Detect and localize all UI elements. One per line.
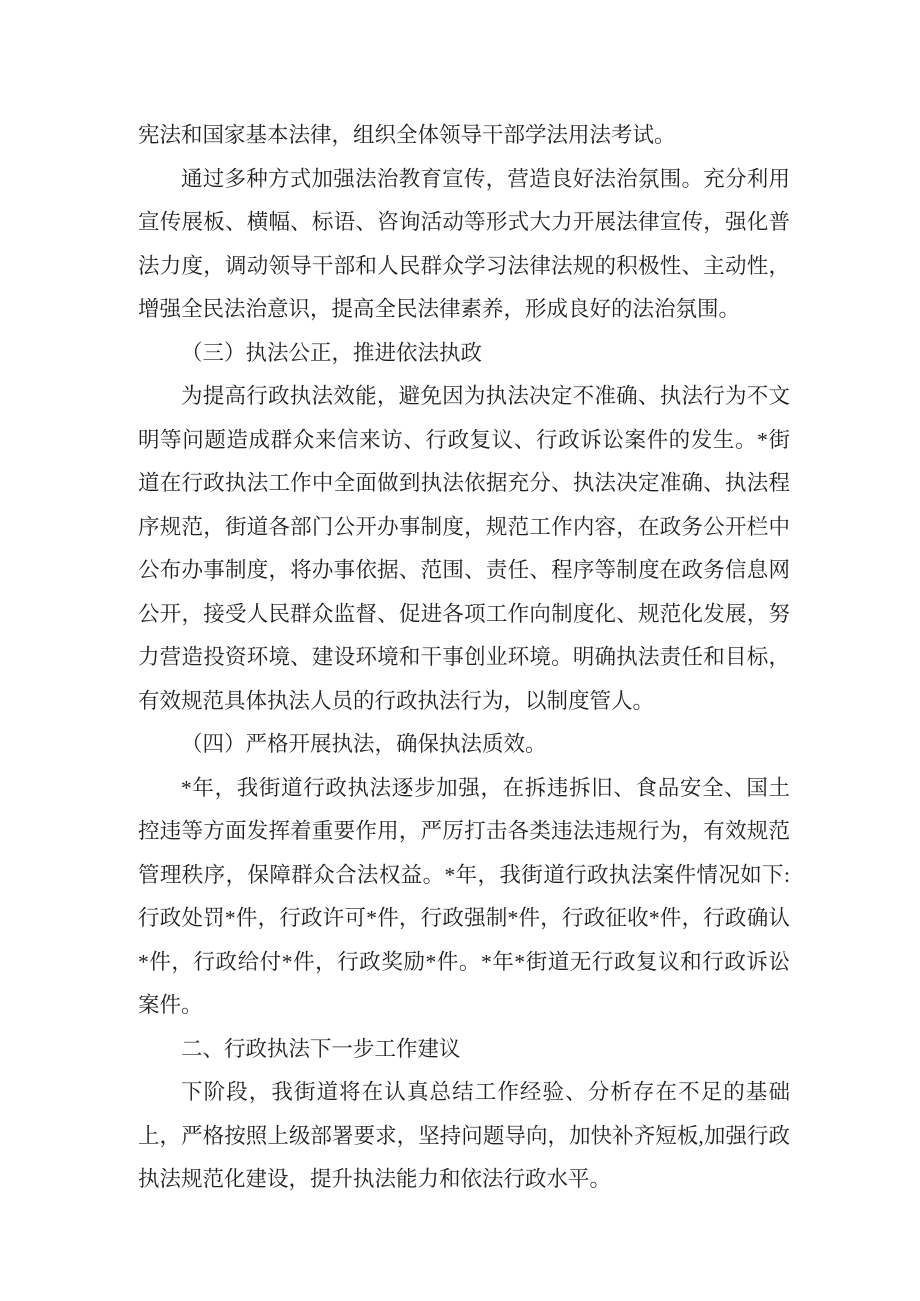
paragraph-enforcement-cases: *年，我街道行政执法逐步加强，在拆违拆旧、食品安全、国土控违等方面发挥着重要作用，严厉打击各类违法违规行为，有效规范管理秩序，保障群众合法权益。*年，我街道行政执法案件情况如下: 行政处罚*件，行政许可*件，行政强制*件，行政征收*件，行政确认*件，行政给付*件，行政奖励*件。*年*街道无行政复议和行政诉讼案件。: [138, 775, 790, 1017]
section-heading-part-two: 二、行政执法下一步工作建议: [181, 1036, 461, 1061]
document-content: [138, 114, 790, 1202]
section-heading-four: （四）严格开展执法，确保执法质效。: [181, 732, 547, 756]
paragraph-continuation: 宪法和国家基本法律，组织全体领导干部学法用法考试。: [138, 123, 676, 147]
paragraph-next-steps: 下阶段，我街道将在认真总结工作经验、分析存在不足的基础上，严格按照上级部署要求，坚持问题导向，加快补齐短板,加强行政执法规范化建设，提升执法能力和依法行政水平。: [138, 1080, 790, 1191]
section-heading-three: （三）执法公正，推进依法执政: [181, 340, 483, 365]
paragraph-fair-enforcement: 为提高行政执法效能，避免因为执法决定不准确、执法行为不文明等问题造成群众来信来访、行政复议、行政诉讼案件的发生。*街道在行政执法工作中全面做到执法依据充分、执法决定准确、执法程序规范，街道各部门公开办事制度，规范工作内容，在政务公开栏中公布办事制度，将办事依据、范围、责任、程序等制度在政务信息网公开，接受人民群众监督、促进各项工作向制度化、规范化发展，努力营造投资环境、建设环境和干事创业环境。明确执法责任和目标，有效规范具体执法人员的行政执法行为，以制度管人。: [138, 384, 790, 713]
paragraph-law-publicity: 通过多种方式加强法治教育宣传，营造良好法治氛围。充分利用宣传展板、横幅、标语、咨询活动等形式大力开展法律宣传，强化普法力度，调动领导干部和人民群众学习法律法规的积极性、主动性，增强全民法治意识，提高全民法律素养，形成良好的法治氛围。: [138, 166, 790, 321]
